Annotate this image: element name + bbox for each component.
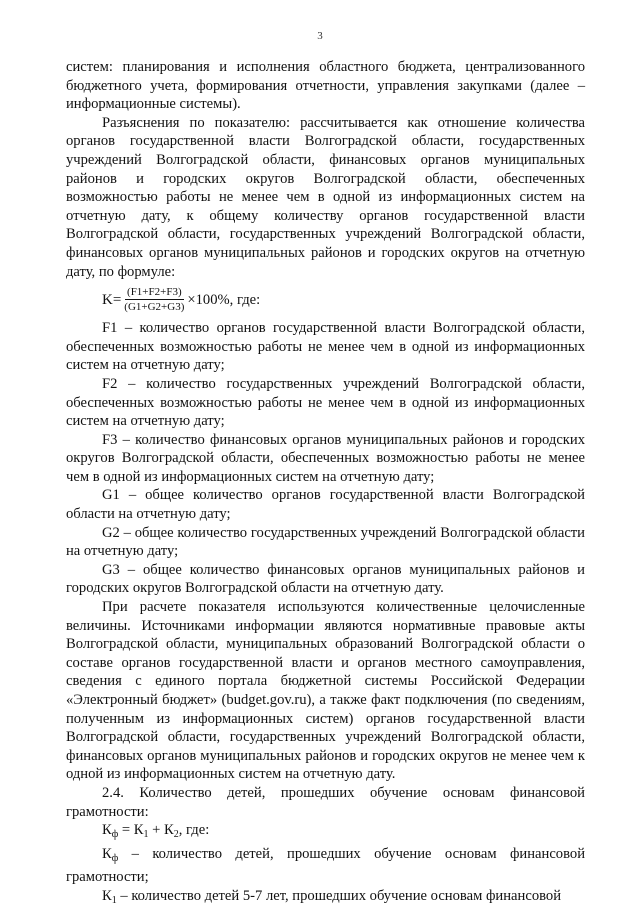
intro-paragraph: систем: планирования и исполнения областного бюджета, централизованного бюджетного учета, формирования отчетности, управления закупками (далее – информационные системы). — [66, 59, 585, 113]
formula-k — [66, 281, 585, 319]
definition-f2: F2 – количество государственных учреждений Волгоградской области, обеспеченных возможностью работы не менее чем в одной из информационных систем на отчетную дату; — [66, 375, 585, 430]
def-kf-subscript: ф — [111, 852, 119, 864]
definition-f1: F1 – количество органов государственной власти Волгоградской области, обеспеченных возможностью работы не менее чем в одной из информационных систем на отчетную дату; — [66, 320, 585, 374]
page-number: 3 — [317, 30, 323, 42]
kf-symbol: К — [102, 822, 112, 839]
formula-numerator: (F1+F2+F3) — [127, 286, 182, 299]
formula-lhs: K= — [102, 291, 122, 308]
k1-subscript: 1 — [143, 829, 149, 841]
def-k1-text: – количество детей 5-7 лет, прошедших обучение основам финансовой — [116, 887, 562, 904]
definition-g3: G3 – общее количество финансовых органов муниципальных районов и городских округов Волгоградской области на отчетную дату. — [66, 561, 585, 597]
def-kf-symbol: К — [102, 845, 112, 862]
explanation-paragraph: Разъяснения по показателю: рассчитывается как отношение количества органов государственной власти Волгоградской области, государственных учреждений Волгоградской области, финансовых органов муниципальных районов и городских округов Волгоградской области, обеспеченных возможностью работы не менее чем в одной из информационных систем на отчетную дату, к общему количеству органов государственной власти Волгоградской области, государственных учреждений Волгоградской области, финансовых органов муниципальных районов и городских округов на отчетную дату, по формуле: — [66, 114, 585, 280]
kf-subscript: ф — [111, 829, 119, 841]
document-body — [66, 58, 585, 911]
formula-fraction — [122, 287, 186, 313]
kf-plus: + К — [148, 822, 174, 839]
kf-eq: = К — [118, 822, 144, 839]
calculation-note-paragraph: При расчете показателя используются количественные целочисленные величины. Источниками информации являются нормативные правовые акты Волгоградской области, муниципальных образований Волгоградской области о составе органов государственной власти и органов местного самоуправления, сведения с единого портала бюджетной системы Российской Федерации «Электронный бюджет» (budget.gov.ru), а также факт подключения (по сведениям, полученным из информационных систем) органов государственной власти Волгоградской области, государственных учреждений Волгоградской области, финансовых органов муниципальных районов и городских округов не менее чем к одной из информационных систем на отчетную дату. — [66, 599, 585, 783]
definition-g2: G2 – общее количество государственных учреждений Волгоградской области на отчетную дату; — [66, 524, 585, 560]
def-k1-subscript: 1 — [111, 894, 117, 906]
def-k1-symbol: К — [102, 887, 112, 904]
definition-f3: F3 – количество финансовых органов муниципальных районов и городских округов Волгоградской области, обеспеченных возможностью работы не менее чем в одной из информационных систем на отчетную дату; — [66, 431, 585, 485]
section-2-4-heading: 2.4. Количество детей, прошедших обучение основам финансовой грамотности: — [66, 784, 585, 820]
definition-k1 — [66, 887, 585, 911]
k2-subscript: 2 — [173, 829, 179, 841]
formula-denominator: (G1+G2+G3) — [124, 301, 185, 314]
formula-kf — [66, 821, 585, 845]
definition-kf — [66, 845, 585, 887]
kf-tail: , где: — [178, 822, 210, 839]
definition-g1: G1 – общее количество органов государственной власти Волгоградской области на отчетную дату; — [66, 487, 585, 523]
def-kf-text: – количество детей, прошедших обучение основам финансовой грамотности; — [66, 845, 585, 886]
formula-rhs: ×100%, где: — [187, 291, 261, 308]
